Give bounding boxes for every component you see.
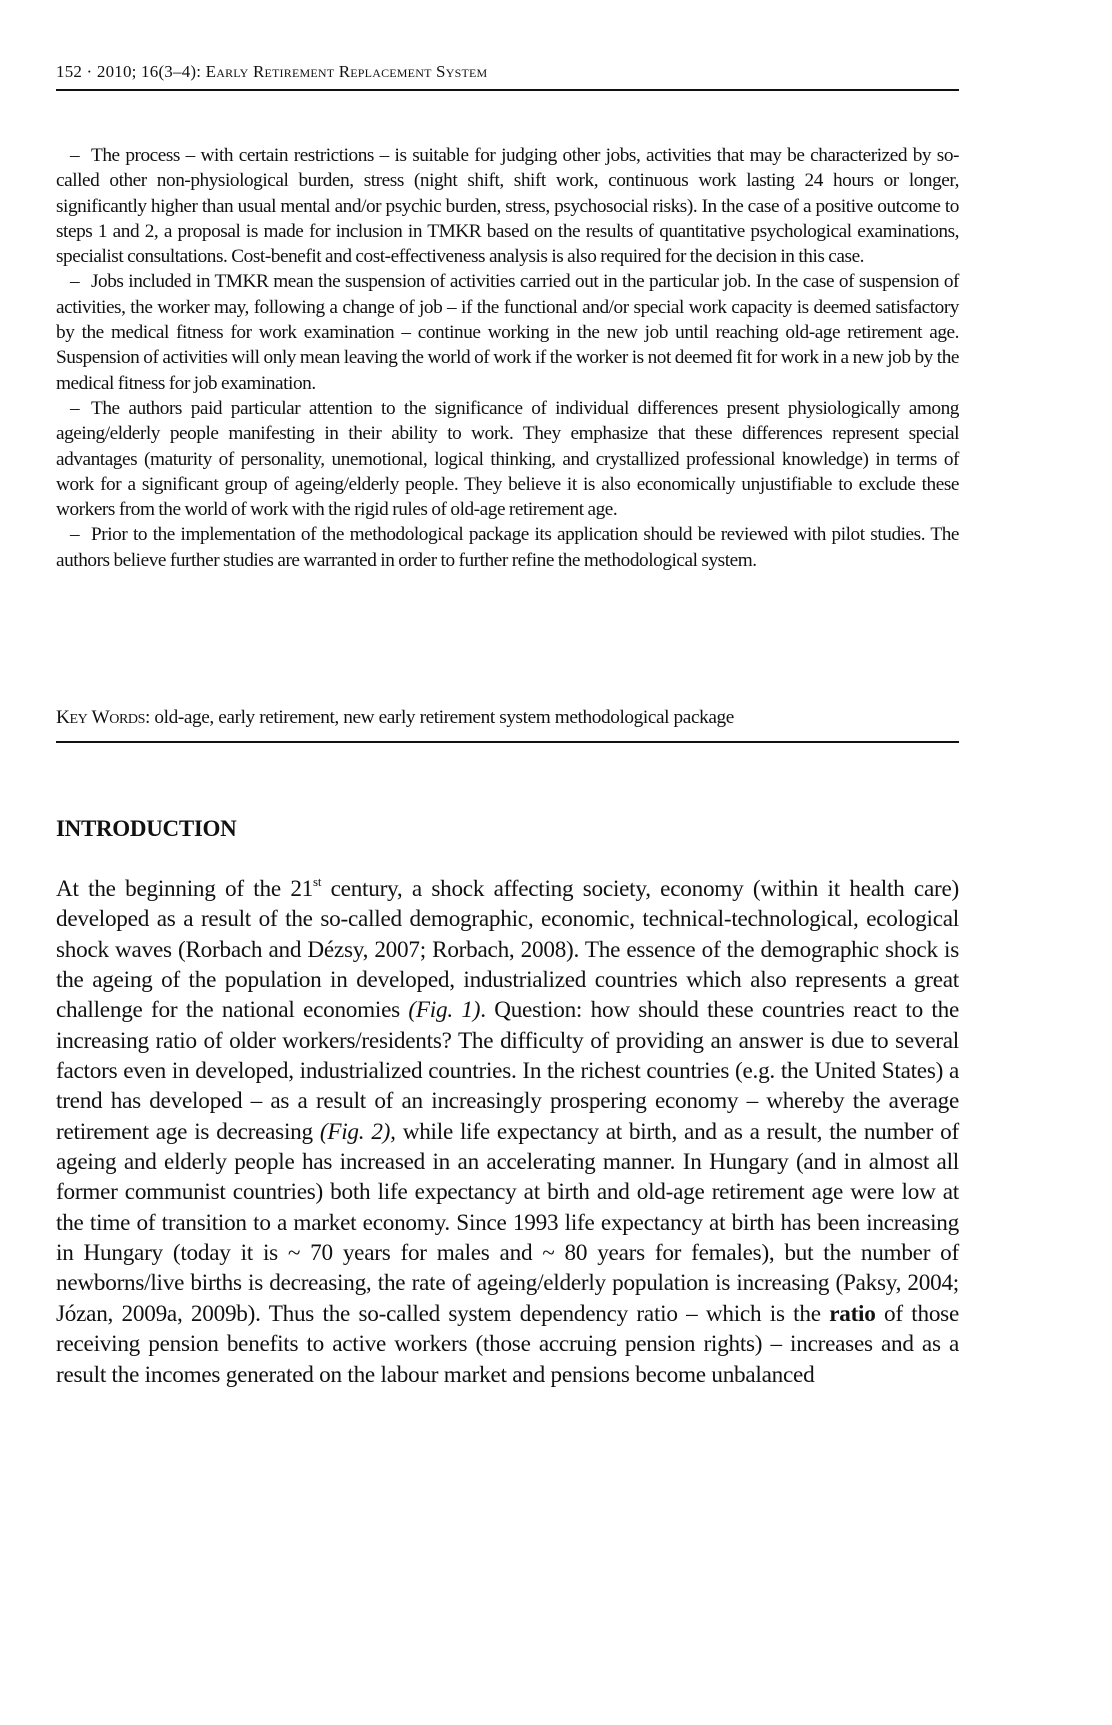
dash-bullet: – [70, 271, 80, 293]
keywords [56, 705, 959, 730]
journal-volume: 2010; 16(3–4): [96, 62, 206, 81]
running-header [56, 60, 959, 84]
running-title: Early Retirement Replacement System [205, 62, 488, 81]
abstract-item [56, 143, 959, 269]
introduction-body [56, 874, 959, 1390]
keywords-text: : old-age, early retirement, new early retirement system methodological package [145, 707, 734, 728]
header-separator: · [82, 62, 97, 81]
abstract-item-text: Prior to the implementation of the methodological package its application should be reviewed with pilot studies. The authors believe further studies are warranted in order to further refine the methodological system. [56, 524, 959, 571]
keywords-label: Key Words [56, 707, 146, 728]
figure-reference: (Fig. 2), [319, 1118, 396, 1145]
abstract-rule [56, 741, 959, 743]
introduction-paragraph [56, 874, 959, 1390]
page-number: 152 [56, 62, 83, 81]
dash-bullet: – [70, 524, 80, 546]
header-rule [56, 89, 959, 91]
text-run: century, a shock affecting society, economy (within it health care) developed as a result of the so-called demographic, economic, technical-technological, ecological shock waves (Rorbach and Dézsy, 2007; Rorbach, 2008). The essence of the demographic shock is the ageing of the population in developed, industrialized countries which also represents a great challenge for the national economies [56, 876, 960, 1024]
ordinal-superscript: st [313, 874, 322, 889]
bold-term: ratio [829, 1300, 876, 1327]
text-run: At the beginning of the 21 [56, 876, 314, 902]
abstract-block [56, 143, 959, 573]
figure-reference: (Fig. 1) [408, 997, 481, 1024]
abstract-item-text: The authors paid particular attention to the significance of individual differences present physiologically among ageing/elderly people manifesting in their ability to work. They emphasize that these differences represent special advantages (maturity of personality, unemotional, logical thinking, and crystallized professional knowledge) in terms of work for a significant group of ageing/elderly people. They believe it is also economically unjustifiable to exclude these workers from the world of work with the rigid rules of old-age retirement age. [56, 397, 959, 521]
abstract-item [56, 522, 959, 573]
text-run: while life expectancy at birth, and as a result, the number of ageing and elderly people has increased in an accelerating manner. In Hungary (and in almost all former communist countries) both life expectancy at birth and old-age retirement age were low at the time of transition to a market economy. Since 1993 life expectancy at birth has been increasing in Hungary (today it is ~ 70 years for males and ~ 80 years for females), but the number of newborns/live births is decreasing, the rate of ageing/elderly population is increasing (Paksy, 2004; Józan, 2009a, 2009b). Thus the so-called system dependency ratio – which is the [56, 1118, 959, 1327]
dash-bullet: – [70, 397, 80, 419]
dash-bullet: – [70, 145, 80, 166]
section-heading: INTRODUCTION [56, 816, 237, 841]
abstract-item-text: Jobs included in TMKR mean the suspension of activities carried out in the particular job. In the case of suspension of activities, the worker may, following a change of job – if the functional and/or special work capacity is deemed satisfactory by the medical fitness for work examination – continue working in the new job until reaching old-age retirement age. Suspension of activities will only mean leaving the world of work if the worker is not deemed fit for work in a new job by the medical fitness for job examination. [56, 271, 959, 394]
text-run: of those receiving pension benefits to active workers (those accruing pension rights) – increases and as a result the incomes generated on the labour market and pensions become unbalanced [56, 1300, 959, 1388]
abstract-item-text: The process – with certain restrictions – is suitable for judging other jobs, activities that may be characterized by so-called other non-physiological burden, stress (night shift, shift work, continuous work lasting 24 hours or longer, significantly higher than usual mental and/or psychic burden, stress, psychosocial risks). In the case of a positive outcome to steps 1 and 2, a proposal is made for inclusion in TMKR based on the results of quantitative psychological examinations, specialist consultations. Cost-benefit and cost-effectiveness analysis is also required for the decision in this case. [56, 145, 959, 268]
abstract-item [56, 396, 959, 522]
abstract-item [56, 269, 959, 395]
text-run: . Question: how should these countries react to the increasing ratio of older workers/residents? The difficulty of providing an answer is due to several factors even in developed, industrialized countries. In the richest countries (e.g. the United States) a trend has developed – as a result of an increasingly prospering economy – whereby the average retirement age is decreasing [56, 997, 959, 1145]
